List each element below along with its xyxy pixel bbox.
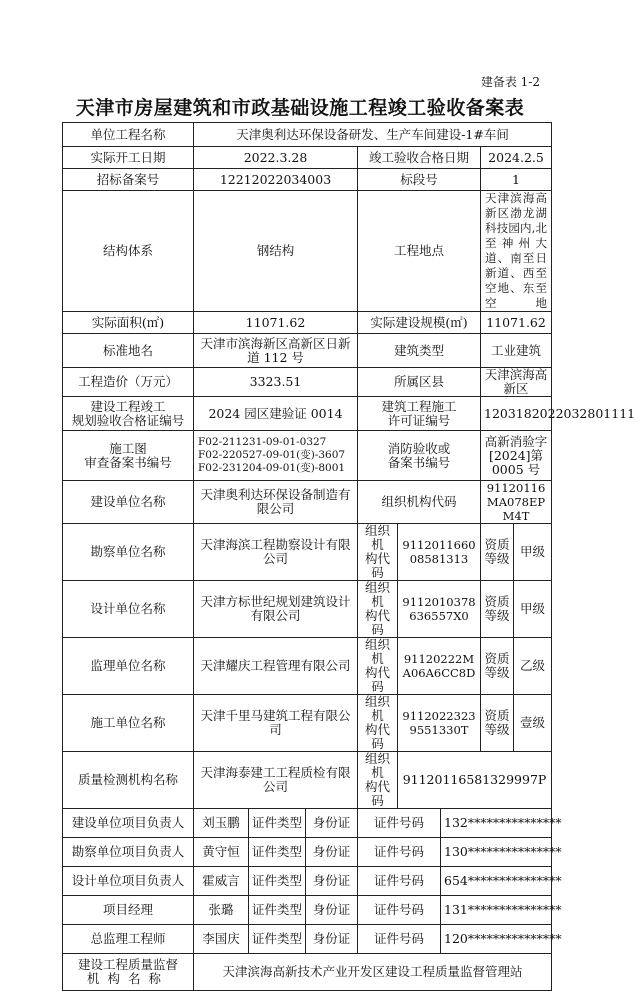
row-person-1 <box>63 809 552 838</box>
person-id: 131*************** <box>441 896 552 925</box>
bid-record-label: 招标备案号 <box>63 169 194 191</box>
planning-cert-label <box>63 397 194 431</box>
builder-qual-label-line2: 等级 <box>484 722 510 737</box>
fire-label <box>358 431 481 481</box>
supervision-code-label-line1: 组织机 <box>364 637 390 666</box>
id-type-label: 证件类型 <box>249 925 306 954</box>
survey-unit-qual-label <box>481 524 514 581</box>
survey-unit-name: 天津海滨工程勘察设计有限公司 <box>194 524 358 581</box>
person-id: 654*************** <box>441 867 552 896</box>
id-type-label: 证件类型 <box>249 867 306 896</box>
form-number: 建备表 1-2 <box>480 75 540 89</box>
drawing-review-label-line2: 审查备案书编号 <box>84 454 172 470</box>
design-unit-code: 9112010378636557X0 <box>398 581 481 638</box>
builder-code-label-line1: 组织机 <box>364 694 390 723</box>
site-value: 天津滨海高新区渤龙湖科技园内,北至神州大道、南至日新道、西至空地、东至空地 <box>481 191 552 312</box>
row-supervisor <box>63 954 552 991</box>
row-person-5 <box>63 925 552 954</box>
design-unit-name: 天津方标世纪规划建筑设计有限公司 <box>194 581 358 638</box>
row-cost <box>63 368 552 397</box>
row-dates <box>63 147 552 169</box>
supervision-unit-code-label <box>358 638 398 695</box>
fire-value: 高新消验字[2024]第 0005 号 <box>481 431 552 481</box>
id-no-label: 证件号码 <box>358 925 441 954</box>
person-id: 132*************** <box>441 809 552 838</box>
drawing-review-value-3: F02-231204-09-01(变)-8001 <box>198 462 346 474</box>
builder-code-label-line2: 构代码 <box>364 722 390 751</box>
building-type-value: 工业建筑 <box>481 334 552 368</box>
row-supervision-unit <box>63 638 552 695</box>
area-label: 实际面积(㎡) <box>63 312 194 334</box>
survey-qual-label-line2: 等级 <box>484 551 510 566</box>
scale-label: 实际建设规模(㎡) <box>358 312 481 334</box>
structure-label: 结构体系 <box>63 191 194 312</box>
supervisor-value: 天津滨海高新技术产业开发区建设工程质量监督管理站 <box>194 954 552 991</box>
permit-label-line2: 许可证编号 <box>387 412 451 428</box>
address-label: 标准地名 <box>63 334 194 368</box>
person-id: 120*************** <box>441 925 552 954</box>
design-code-label-line2: 构代码 <box>364 608 390 637</box>
person-role: 勘察单位项目负责人 <box>63 838 194 867</box>
unit-project-value: 天津奥利达环保设备研发、生产车间建设-1#车间 <box>194 123 552 147</box>
planning-cert-value: 2024 园区建验证 0014 <box>194 397 358 431</box>
supervision-qual-label-line1: 资质 <box>484 651 510 666</box>
row-person-3 <box>63 867 552 896</box>
design-code-label-line1: 组织机 <box>364 580 390 609</box>
person-name: 黄守恒 <box>194 838 249 867</box>
row-certs <box>63 397 552 431</box>
drawing-review-values <box>194 431 358 481</box>
id-type-label: 证件类型 <box>249 896 306 925</box>
person-id: 130*************** <box>441 838 552 867</box>
row-survey-unit <box>63 524 552 581</box>
id-type-value: 身份证 <box>306 867 358 896</box>
supervision-unit-name: 天津耀庆工程管理有限公司 <box>194 638 358 695</box>
id-no-label: 证件号码 <box>358 809 441 838</box>
row-design-unit <box>63 581 552 638</box>
builder-unit-qual: 壹级 <box>514 695 552 752</box>
construction-unit-label: 建设单位名称 <box>63 481 194 524</box>
drawing-review-label <box>63 431 194 481</box>
scale-value: 11071.62 <box>481 312 552 334</box>
design-qual-label-line1: 资质 <box>484 594 510 609</box>
testing-unit-label: 质量检测机构名称 <box>63 752 194 809</box>
unit-project-label: 单位工程名称 <box>63 123 194 147</box>
construction-unit-name: 天津奥利达环保设备制造有限公司 <box>194 481 358 524</box>
planning-cert-label-line2: 规划验收合格证编号 <box>71 412 185 428</box>
person-role: 建设单位项目负责人 <box>63 809 194 838</box>
builder-unit-label: 施工单位名称 <box>63 695 194 752</box>
design-unit-code-label <box>358 581 398 638</box>
person-name: 李国庆 <box>194 925 249 954</box>
drawing-review-value-2: F02-220527-09-01(变)-3607 <box>198 449 346 461</box>
supervision-unit-code: 91120222MA06A6CC8D <box>398 638 481 695</box>
supervision-code-label-line2: 构代码 <box>364 665 390 694</box>
cost-label: 工程造价（万元） <box>63 368 194 397</box>
survey-unit-code-label <box>358 524 398 581</box>
design-qual-label-line2: 等级 <box>484 608 510 623</box>
row-unit-project <box>63 123 552 147</box>
person-role: 项目经理 <box>63 896 194 925</box>
survey-code-label-line1: 组织机 <box>364 523 390 552</box>
survey-unit-qual: 甲级 <box>514 524 552 581</box>
builder-unit-code: 91120223239551330T <box>398 695 481 752</box>
id-type-label: 证件类型 <box>249 838 306 867</box>
completion-date-value: 2024.2.5 <box>481 147 552 169</box>
person-role: 设计单位项目负责人 <box>63 867 194 896</box>
person-name: 张璐 <box>194 896 249 925</box>
supervision-unit-qual-label <box>481 638 514 695</box>
area-value: 11071.62 <box>194 312 358 334</box>
bid-record-value: 12212022034003 <box>194 169 358 191</box>
supervisor-label-line1: 建设工程质量监督 <box>77 957 178 972</box>
survey-qual-label-line1: 资质 <box>484 537 510 552</box>
row-bid <box>63 169 552 191</box>
survey-code-label-line2: 构代码 <box>364 551 390 580</box>
permit-value: 12031820220328011​11 <box>481 397 552 431</box>
id-type-value: 身份证 <box>306 838 358 867</box>
section-no-value: 1 <box>481 169 552 191</box>
design-unit-qual: 甲级 <box>514 581 552 638</box>
row-person-2 <box>63 838 552 867</box>
builder-qual-label-line1: 资质 <box>484 708 510 723</box>
building-type-label: 建筑类型 <box>358 334 481 368</box>
builder-unit-code-label <box>358 695 398 752</box>
fire-label-line2: 备案书编号 <box>387 454 451 470</box>
row-review <box>63 431 552 481</box>
district-label: 所属区县 <box>358 368 481 397</box>
survey-unit-label: 勘察单位名称 <box>63 524 194 581</box>
supervisor-label-line2: 机构名称 <box>86 971 169 986</box>
start-date-label: 实际开工日期 <box>63 147 194 169</box>
fire-label-line1: 消防验收或 <box>387 440 451 456</box>
person-name: 刘玉鹏 <box>194 809 249 838</box>
row-construction-unit <box>63 481 552 524</box>
row-structure <box>63 191 552 312</box>
section-no-label: 标段号 <box>358 169 481 191</box>
testing-unit-code: 91120116581329997P <box>398 752 552 809</box>
record-table <box>62 122 635 991</box>
person-name: 霍威言 <box>194 867 249 896</box>
survey-unit-code: 911201166008581313 <box>398 524 481 581</box>
row-testing-unit <box>63 752 552 809</box>
testing-code-label-line2: 构代码 <box>364 779 390 808</box>
drawing-review-label-line1: 施工图 <box>109 440 147 456</box>
page-title: 天津市房屋建筑和市政基础设施工程竣工验收备案表 <box>75 97 525 119</box>
row-builder-unit <box>63 695 552 752</box>
planning-cert-label-line1: 建设工程竣工 <box>90 398 166 414</box>
builder-unit-name: 天津千里马建筑工程有限公司 <box>194 695 358 752</box>
id-type-label: 证件类型 <box>249 809 306 838</box>
supervisor-label <box>63 954 194 991</box>
drawing-review-value-1: F02-211231-09-01-0327 <box>198 436 327 448</box>
testing-unit-name: 天津海泰建工工程质检有限公司 <box>194 752 358 809</box>
construction-unit-code: 91120116MA078EPM4T <box>481 481 552 524</box>
row-area <box>63 312 552 334</box>
id-no-label: 证件号码 <box>358 838 441 867</box>
start-date-value: 2022.3.28 <box>194 147 358 169</box>
design-unit-label: 设计单位名称 <box>63 581 194 638</box>
cost-value: 3323.51 <box>194 368 358 397</box>
testing-unit-code-label <box>358 752 398 809</box>
id-type-value: 身份证 <box>306 809 358 838</box>
construction-unit-code-label: 组织机构代码 <box>358 481 481 524</box>
id-type-value: 身份证 <box>306 925 358 954</box>
permit-label-line1: 建筑工程施工 <box>381 398 457 414</box>
site-label: 工程地点 <box>358 191 481 312</box>
supervision-unit-label: 监理单位名称 <box>63 638 194 695</box>
id-no-label: 证件号码 <box>358 896 441 925</box>
permit-label <box>358 397 481 431</box>
district-value: 天津滨海高新区 <box>481 368 552 397</box>
structure-value: 钢结构 <box>194 191 358 312</box>
supervision-qual-label-line2: 等级 <box>484 665 510 680</box>
design-unit-qual-label <box>481 581 514 638</box>
builder-unit-qual-label <box>481 695 514 752</box>
person-role: 总监理工程师 <box>63 925 194 954</box>
id-type-value: 身份证 <box>306 896 358 925</box>
row-address <box>63 334 552 368</box>
supervision-unit-qual: 乙级 <box>514 638 552 695</box>
address-value: 天津市滨海新区高新区日新道 112 号 <box>194 334 358 368</box>
id-no-label: 证件号码 <box>358 867 441 896</box>
testing-code-label-line1: 组织机 <box>364 751 390 780</box>
completion-date-label: 竣工验收合格日期 <box>358 147 481 169</box>
row-person-4 <box>63 896 552 925</box>
